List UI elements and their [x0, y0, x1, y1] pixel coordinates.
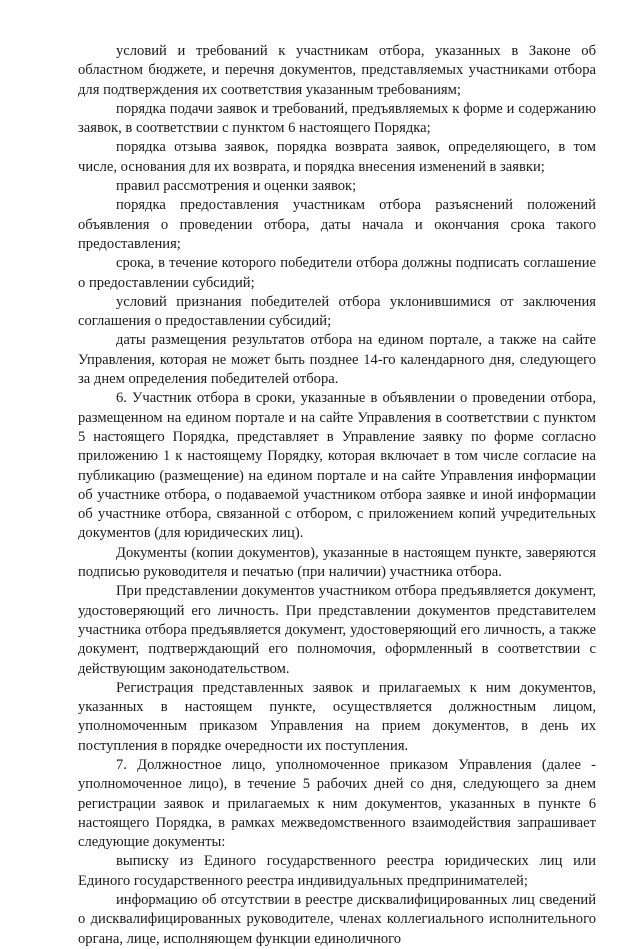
- paragraph-withdrawal-procedure: порядка отзыва заявок, порядка возврата заявок, определяющего, в том числе, основания для их возврата, и порядка внесения изменений в заявки;: [78, 139, 596, 175]
- paragraph-clarifications: порядка предоставления участникам отбора разъяснений положений объявления о проведении отбора, даты начала и окончания срока такого предоставления;: [78, 197, 596, 252]
- document-body: [78, 42, 596, 949]
- paragraph-registry-extract: выписку из Единого государственного реестра юридических лиц или Единого государственного реестра индивидуальных предпринимателей;: [78, 853, 596, 889]
- paragraph-requirements-for-participants: условий и требований к участникам отбора, указанных в Законе об областном бюджете, и перечня документов, представляемых участниками отбора для подтверждения их соответствия указанным требованиям;: [78, 43, 596, 98]
- paragraph-section-6: 6. Участник отбора в сроки, указанные в объявлении о проведении отбора, размещенном на едином портале и на сайте Управления в соответствии с пунктом 5 настоящего Порядка, представляет в Управление заявку по форме согласно приложению 1 к настоящему Порядку, которая включает в том числе согласие на публикацию (размещение) на едином портале и на сайте Управления информации об участнике отбора, о подаваемой участником отбора заявке и иной информации об участнике отбора, связанной с отбором, с приложением копий учредительных документов (для юридических лиц).: [78, 390, 596, 542]
- paragraph-results-publication: даты размещения результатов отбора на едином портале, а также на сайте Управления, которая не может быть позднее 14-го календарного дня, следующего за днем определения победителей отбора.: [78, 332, 596, 388]
- paragraph-evasion-conditions: условий признания победителей отбора уклонившимися от заключения соглашения о предоставлении субсидий;: [78, 293, 596, 330]
- paragraph-signing-deadline: срока, в течение которого победители отбора должны подписать соглашение о предоставлении субсидий;: [78, 255, 596, 291]
- paragraph-section-7: 7. Должностное лицо, уполномоченное приказом Управления (далее - уполномоченное лицо), в течение 5 рабочих дней со дня, следующего за днем регистрации заявок и прилагаемых к ним документов, указанных в пункте 6 настоящего Порядка, в рамках межведомственного взаимодействия запрашивает следующие документы:: [78, 756, 596, 851]
- paragraph-identity-documents: При представлении документов участником отбора предъявляется документ, удостоверяющий его личность. При представлении документов представителем участника отбора предъявляется документ, удостоверяющий его личность, а также документ, подтверждающий его полномочия, оформленный в соответствии с действующим законодательством.: [78, 583, 596, 677]
- paragraph-document-certification: Документы (копии документов), указанные в настоящем пункте, заверяются подписью руководителя и печатью (при наличии) участника отбора.: [78, 544, 596, 581]
- paragraph-review-rules: правил рассмотрения и оценки заявок;: [116, 178, 357, 195]
- paragraph-disqualification-info: информацию об отсутствии в реестре дисквалифицированных лиц сведений о дисквалифицированных руководителе, членах коллегиального исполнительного органа, лице, исполняющем функции единоличного: [78, 892, 596, 947]
- paragraph-registration: Регистрация представленных заявок и прилагаемых к ним документов, указанных в настоящем пункте, осуществляется должностным лицом, уполномоченным приказом Управления на прием документов, в день их поступления в порядке очередности их поступления.: [78, 679, 596, 754]
- paragraph-application-procedure: порядка подачи заявок и требований, предъявляемых к форме и содержанию заявок, в соответствии с пунктом 6 настоящего Порядка;: [78, 100, 596, 137]
